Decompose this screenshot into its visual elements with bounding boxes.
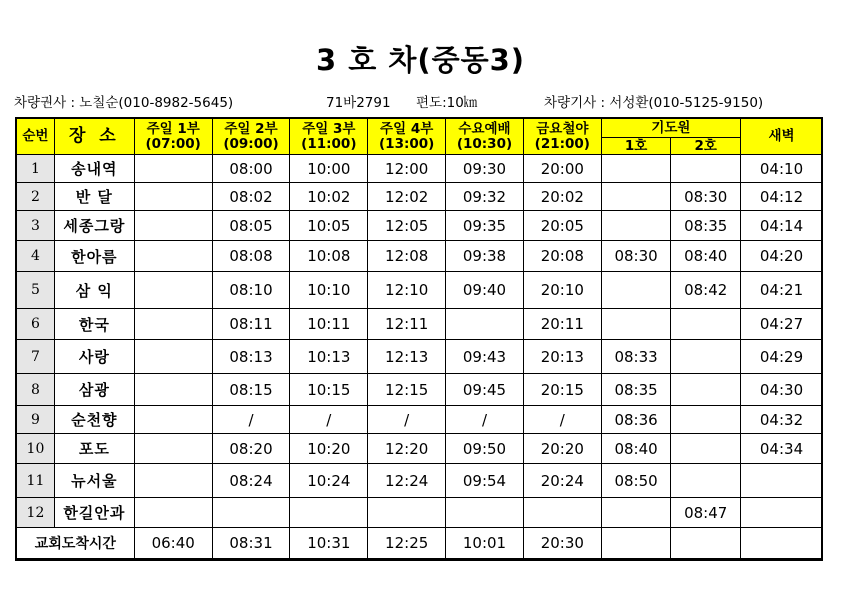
arrival-label: 교회도착시간 bbox=[17, 528, 135, 559]
row-time: 08:24 bbox=[212, 464, 290, 498]
row-time: 12:05 bbox=[368, 211, 446, 241]
row-time bbox=[446, 309, 524, 340]
row-number: 10 bbox=[17, 434, 55, 464]
vehicle-owner: 차량권사 : 노칠순(010-8982-5645) bbox=[14, 95, 234, 111]
row-time: 10:05 bbox=[290, 211, 368, 241]
row-time bbox=[134, 211, 212, 241]
row-time: 10:24 bbox=[290, 464, 368, 498]
row-time bbox=[671, 309, 741, 340]
table-row bbox=[17, 309, 823, 340]
vehicle-driver: 차량기사 : 서성환(010-5125-9150) bbox=[544, 95, 764, 111]
row-time bbox=[523, 498, 601, 528]
row-time: 09:32 bbox=[446, 183, 524, 211]
row-number: 7 bbox=[17, 340, 55, 374]
row-time: 12:10 bbox=[368, 272, 446, 309]
service-time: (07:00) bbox=[145, 135, 201, 152]
row-time: 10:13 bbox=[290, 340, 368, 374]
header-service-4 bbox=[368, 119, 446, 155]
row-place: 삼광 bbox=[54, 374, 134, 406]
row-time: 08:08 bbox=[212, 241, 290, 272]
row-time: 09:43 bbox=[446, 340, 524, 374]
header-prayer-1: 1호 bbox=[601, 138, 671, 155]
service-time: (10:30) bbox=[456, 135, 513, 152]
row-time: 10:00 bbox=[290, 155, 368, 183]
table-row bbox=[17, 272, 823, 309]
header-service-6 bbox=[523, 119, 601, 155]
row-time bbox=[134, 309, 212, 340]
row-time: / bbox=[290, 406, 368, 434]
vehicle-number: 71바2791 bbox=[326, 95, 391, 111]
row-number: 12 bbox=[17, 498, 55, 528]
table-header bbox=[17, 119, 823, 155]
row-time: 08:30 bbox=[671, 183, 741, 211]
row-time bbox=[134, 155, 212, 183]
table-row bbox=[17, 340, 823, 374]
arrival-row bbox=[17, 528, 823, 559]
row-place: 순천향 bbox=[54, 406, 134, 434]
row-time bbox=[212, 498, 290, 528]
row-time: 12:02 bbox=[368, 183, 446, 211]
row-time: 08:10 bbox=[212, 272, 290, 309]
service-name: 주일 3부 bbox=[302, 120, 356, 137]
row-time: 12:20 bbox=[368, 434, 446, 464]
schedule-table bbox=[16, 118, 823, 559]
row-time: 12:11 bbox=[368, 309, 446, 340]
row-time: 08:02 bbox=[212, 183, 290, 211]
row-time: 04:27 bbox=[741, 309, 823, 340]
row-number: 1 bbox=[17, 155, 55, 183]
row-time bbox=[134, 183, 212, 211]
row-time: 04:30 bbox=[741, 374, 823, 406]
row-time: 20:15 bbox=[523, 374, 601, 406]
row-time bbox=[671, 374, 741, 406]
row-time: 20:20 bbox=[523, 434, 601, 464]
row-time: / bbox=[212, 406, 290, 434]
service-name: 금요철야 bbox=[536, 120, 589, 137]
row-time: 20:24 bbox=[523, 464, 601, 498]
row-time: 09:40 bbox=[446, 272, 524, 309]
table-row bbox=[17, 434, 823, 464]
row-place: 삼 익 bbox=[54, 272, 134, 309]
table-row bbox=[17, 498, 823, 528]
row-time: 12:24 bbox=[368, 464, 446, 498]
table-row bbox=[17, 211, 823, 241]
row-time: 04:21 bbox=[741, 272, 823, 309]
row-time: 09:50 bbox=[446, 434, 524, 464]
row-time bbox=[134, 498, 212, 528]
row-time: 09:45 bbox=[446, 374, 524, 406]
arrival-time bbox=[741, 528, 823, 559]
service-name: 수요예배 bbox=[458, 120, 511, 137]
row-time: 08:35 bbox=[601, 374, 671, 406]
row-time: 20:08 bbox=[523, 241, 601, 272]
row-time bbox=[601, 183, 671, 211]
row-time: 12:00 bbox=[368, 155, 446, 183]
row-time: 08:36 bbox=[601, 406, 671, 434]
row-time bbox=[671, 434, 741, 464]
row-number: 11 bbox=[17, 464, 55, 498]
row-time: 10:20 bbox=[290, 434, 368, 464]
row-time bbox=[134, 464, 212, 498]
row-time: 12:13 bbox=[368, 340, 446, 374]
row-time: 04:34 bbox=[741, 434, 823, 464]
row-time: 09:30 bbox=[446, 155, 524, 183]
header-dawn: 새벽 bbox=[741, 119, 823, 155]
service-time: (11:00) bbox=[301, 135, 357, 152]
row-time bbox=[134, 374, 212, 406]
row-time bbox=[134, 406, 212, 434]
row-time: 12:08 bbox=[368, 241, 446, 272]
row-time: 08:50 bbox=[601, 464, 671, 498]
row-time: 12:15 bbox=[368, 374, 446, 406]
service-time: (21:00) bbox=[534, 135, 590, 152]
row-place: 세종그랑 bbox=[54, 211, 134, 241]
header-service-3 bbox=[290, 119, 368, 155]
table-row bbox=[17, 406, 823, 434]
row-time: 04:10 bbox=[741, 155, 823, 183]
row-place: 한아름 bbox=[54, 241, 134, 272]
arrival-time: 06:40 bbox=[134, 528, 212, 559]
row-time: 04:14 bbox=[741, 211, 823, 241]
row-number: 3 bbox=[17, 211, 55, 241]
row-place: 사랑 bbox=[54, 340, 134, 374]
row-time: 20:05 bbox=[523, 211, 601, 241]
row-time: 08:13 bbox=[212, 340, 290, 374]
arrival-time: 20:30 bbox=[523, 528, 601, 559]
arrival-time bbox=[671, 528, 741, 559]
row-place: 한길안과 bbox=[54, 498, 134, 528]
row-time: 08:40 bbox=[601, 434, 671, 464]
row-time bbox=[290, 498, 368, 528]
row-time bbox=[671, 340, 741, 374]
row-time: 20:10 bbox=[523, 272, 601, 309]
row-time bbox=[601, 309, 671, 340]
row-time: 08:47 bbox=[671, 498, 741, 528]
arrival-time bbox=[601, 528, 671, 559]
arrival-time: 10:31 bbox=[290, 528, 368, 559]
row-number: 4 bbox=[17, 241, 55, 272]
row-number: 6 bbox=[17, 309, 55, 340]
row-time: 10:15 bbox=[290, 374, 368, 406]
table-row bbox=[17, 183, 823, 211]
row-time bbox=[741, 464, 823, 498]
row-number: 9 bbox=[17, 406, 55, 434]
row-time bbox=[741, 498, 823, 528]
row-time: 04:29 bbox=[741, 340, 823, 374]
row-time: 08:20 bbox=[212, 434, 290, 464]
row-time: 08:40 bbox=[671, 241, 741, 272]
row-time: 08:15 bbox=[212, 374, 290, 406]
row-time: 10:10 bbox=[290, 272, 368, 309]
row-time bbox=[134, 434, 212, 464]
row-number: 2 bbox=[17, 183, 55, 211]
table-body bbox=[17, 155, 823, 528]
header-service-5 bbox=[446, 119, 524, 155]
header-service-2 bbox=[212, 119, 290, 155]
row-time: 04:32 bbox=[741, 406, 823, 434]
row-time: 08:00 bbox=[212, 155, 290, 183]
row-time bbox=[601, 272, 671, 309]
row-number: 5 bbox=[17, 272, 55, 309]
arrival-time: 12:25 bbox=[368, 528, 446, 559]
table-row bbox=[17, 374, 823, 406]
row-time: 08:42 bbox=[671, 272, 741, 309]
row-time: 20:13 bbox=[523, 340, 601, 374]
row-time: 10:02 bbox=[290, 183, 368, 211]
row-time: 20:11 bbox=[523, 309, 601, 340]
row-time: 08:33 bbox=[601, 340, 671, 374]
row-time: / bbox=[523, 406, 601, 434]
row-place: 송내역 bbox=[54, 155, 134, 183]
row-time: 09:35 bbox=[446, 211, 524, 241]
row-time bbox=[368, 498, 446, 528]
row-time: 10:08 bbox=[290, 241, 368, 272]
distance: 편도:10㎞ bbox=[416, 95, 478, 111]
row-time: 04:12 bbox=[741, 183, 823, 211]
row-time: 20:02 bbox=[523, 183, 601, 211]
header-prayer-2: 2호 bbox=[671, 138, 741, 155]
row-time bbox=[671, 464, 741, 498]
row-time bbox=[601, 211, 671, 241]
row-time: 09:54 bbox=[446, 464, 524, 498]
table-row bbox=[17, 155, 823, 183]
header-place: 장 소 bbox=[54, 119, 134, 155]
row-time: 08:05 bbox=[212, 211, 290, 241]
arrival-time: 08:31 bbox=[212, 528, 290, 559]
row-time bbox=[601, 155, 671, 183]
page-title: 3 호 차(중동3) bbox=[315, 43, 526, 77]
row-place: 반 달 bbox=[54, 183, 134, 211]
row-time: 08:30 bbox=[601, 241, 671, 272]
arrival-time: 10:01 bbox=[446, 528, 524, 559]
row-time: 09:38 bbox=[446, 241, 524, 272]
service-time: (09:00) bbox=[223, 135, 279, 152]
table-row bbox=[17, 464, 823, 498]
row-time bbox=[446, 498, 524, 528]
row-number: 8 bbox=[17, 374, 55, 406]
header-prayer: 기도원 bbox=[601, 119, 740, 138]
row-place: 포도 bbox=[54, 434, 134, 464]
row-time bbox=[671, 406, 741, 434]
row-time bbox=[671, 155, 741, 183]
row-time bbox=[134, 340, 212, 374]
header-service-1 bbox=[134, 119, 212, 155]
row-time: 04:20 bbox=[741, 241, 823, 272]
row-time: 20:00 bbox=[523, 155, 601, 183]
row-time: / bbox=[368, 406, 446, 434]
row-time: 08:11 bbox=[212, 309, 290, 340]
row-time: / bbox=[446, 406, 524, 434]
row-time bbox=[134, 241, 212, 272]
service-name: 주일 4부 bbox=[380, 120, 434, 137]
table-row bbox=[17, 241, 823, 272]
row-time: 10:11 bbox=[290, 309, 368, 340]
row-time: 08:35 bbox=[671, 211, 741, 241]
row-time bbox=[134, 272, 212, 309]
service-name: 주일 1부 bbox=[146, 120, 200, 137]
row-time bbox=[601, 498, 671, 528]
table-footer bbox=[17, 528, 823, 559]
row-place: 한국 bbox=[54, 309, 134, 340]
service-time: (13:00) bbox=[379, 135, 435, 152]
header-no: 순번 bbox=[17, 119, 55, 155]
service-name: 주일 2부 bbox=[224, 120, 278, 137]
row-place: 뉴서울 bbox=[54, 464, 134, 498]
